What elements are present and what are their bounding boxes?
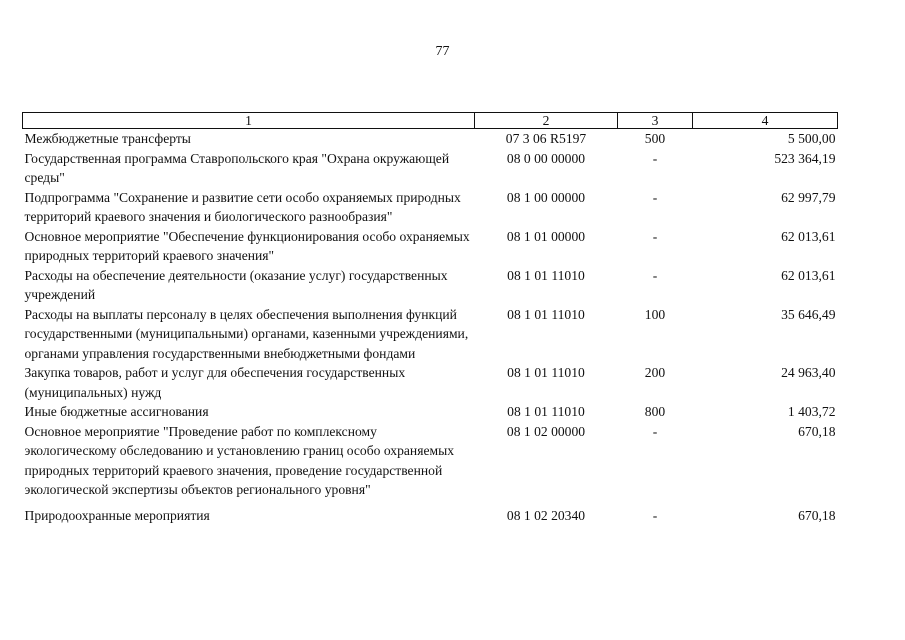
table-row [23,149,838,188]
row-name: Расходы на обеспечение деятельности (оказание услуг) государственных учреждений [24,267,448,302]
row-amount: 62 013,61 [781,267,836,283]
row-expense-type: 800 [644,404,666,419]
table-row [23,500,838,526]
column-header-4: 4 [693,113,838,129]
row-amount: 523 364,19 [774,150,836,166]
row-code: 08 0 00 00000 [506,150,586,166]
row-name: Природоохранные мероприятия [24,507,210,523]
row-name: Государственная программа Ставропольского края "Охрана окружающей среды" [24,150,450,185]
row-expense-type: 200 [644,365,666,380]
row-code: 08 1 01 11010 [507,365,585,380]
row-amount: 1 403,72 [787,404,836,419]
row-expense-type: - [652,189,658,205]
row-code: 08 1 02 00000 [506,423,586,439]
row-code: 08 1 00 00000 [506,189,586,205]
row-code: 08 1 02 20340 [506,507,586,523]
row-name: Иные бюджетные ассигнования [24,404,209,419]
budget-table [22,112,838,525]
column-header-2: 2 [475,113,618,129]
table-row [23,363,838,402]
row-code: 08 1 01 00000 [506,228,586,244]
row-amount: 670,18 [798,507,836,523]
table-row [23,266,838,305]
row-code: 08 1 01 11010 [507,306,585,322]
table-row [23,227,838,266]
row-amount: 35 646,49 [781,306,836,322]
row-name: Основное мероприятие "Обеспечение функционирования особо охраняемых природных территорий краевого значения" [24,228,470,263]
row-expense-type: - [652,423,658,439]
row-code: 08 1 01 11010 [507,404,585,419]
row-code: 07 3 06 R5197 [505,131,587,146]
row-amount: 24 963,40 [781,365,836,380]
row-amount: 5 500,00 [787,131,836,146]
table-row [23,188,838,227]
row-name: Межбюджетные трансферты [24,131,191,146]
page-number: 77 [435,44,450,59]
row-amount: 62 997,79 [781,189,836,205]
row-name: Закупка товаров, работ и услуг для обеспечения государственных (муниципальных) нужд [24,365,406,400]
row-expense-type: - [652,228,658,244]
row-expense-type: 500 [644,131,666,146]
column-header-1: 1 [23,113,475,129]
row-name: Подпрограмма "Сохранение и развитие сети особо охраняемых природных территорий краевого значения и биологического разнообразия" [24,189,461,224]
table-row [23,129,838,149]
row-name: Основное мероприятие "Проведение работ по комплексному экологическому обследованию и установлению границ особо охраняемых природных территорий краевого значения, проведение государственной экологической экспертизы объектов регионального уровня" [24,423,455,497]
table-header-row [23,113,838,129]
column-header-3: 3 [618,113,693,129]
row-code: 08 1 01 11010 [507,267,585,283]
row-expense-type: 100 [644,306,666,322]
row-name: Расходы на выплаты персоналу в целях обеспечения выполнения функций государственными (муниципальными) органами, казенными учреждениями, органами управления государственными внебюджетными фондами [24,306,469,361]
table-row [23,305,838,364]
table-row [23,402,838,422]
row-amount: 670,18 [798,423,836,439]
row-expense-type: - [652,150,658,166]
row-amount: 62 013,61 [781,228,836,244]
row-expense-type: - [652,267,658,283]
row-expense-type: - [652,507,658,523]
table-row [23,422,838,500]
